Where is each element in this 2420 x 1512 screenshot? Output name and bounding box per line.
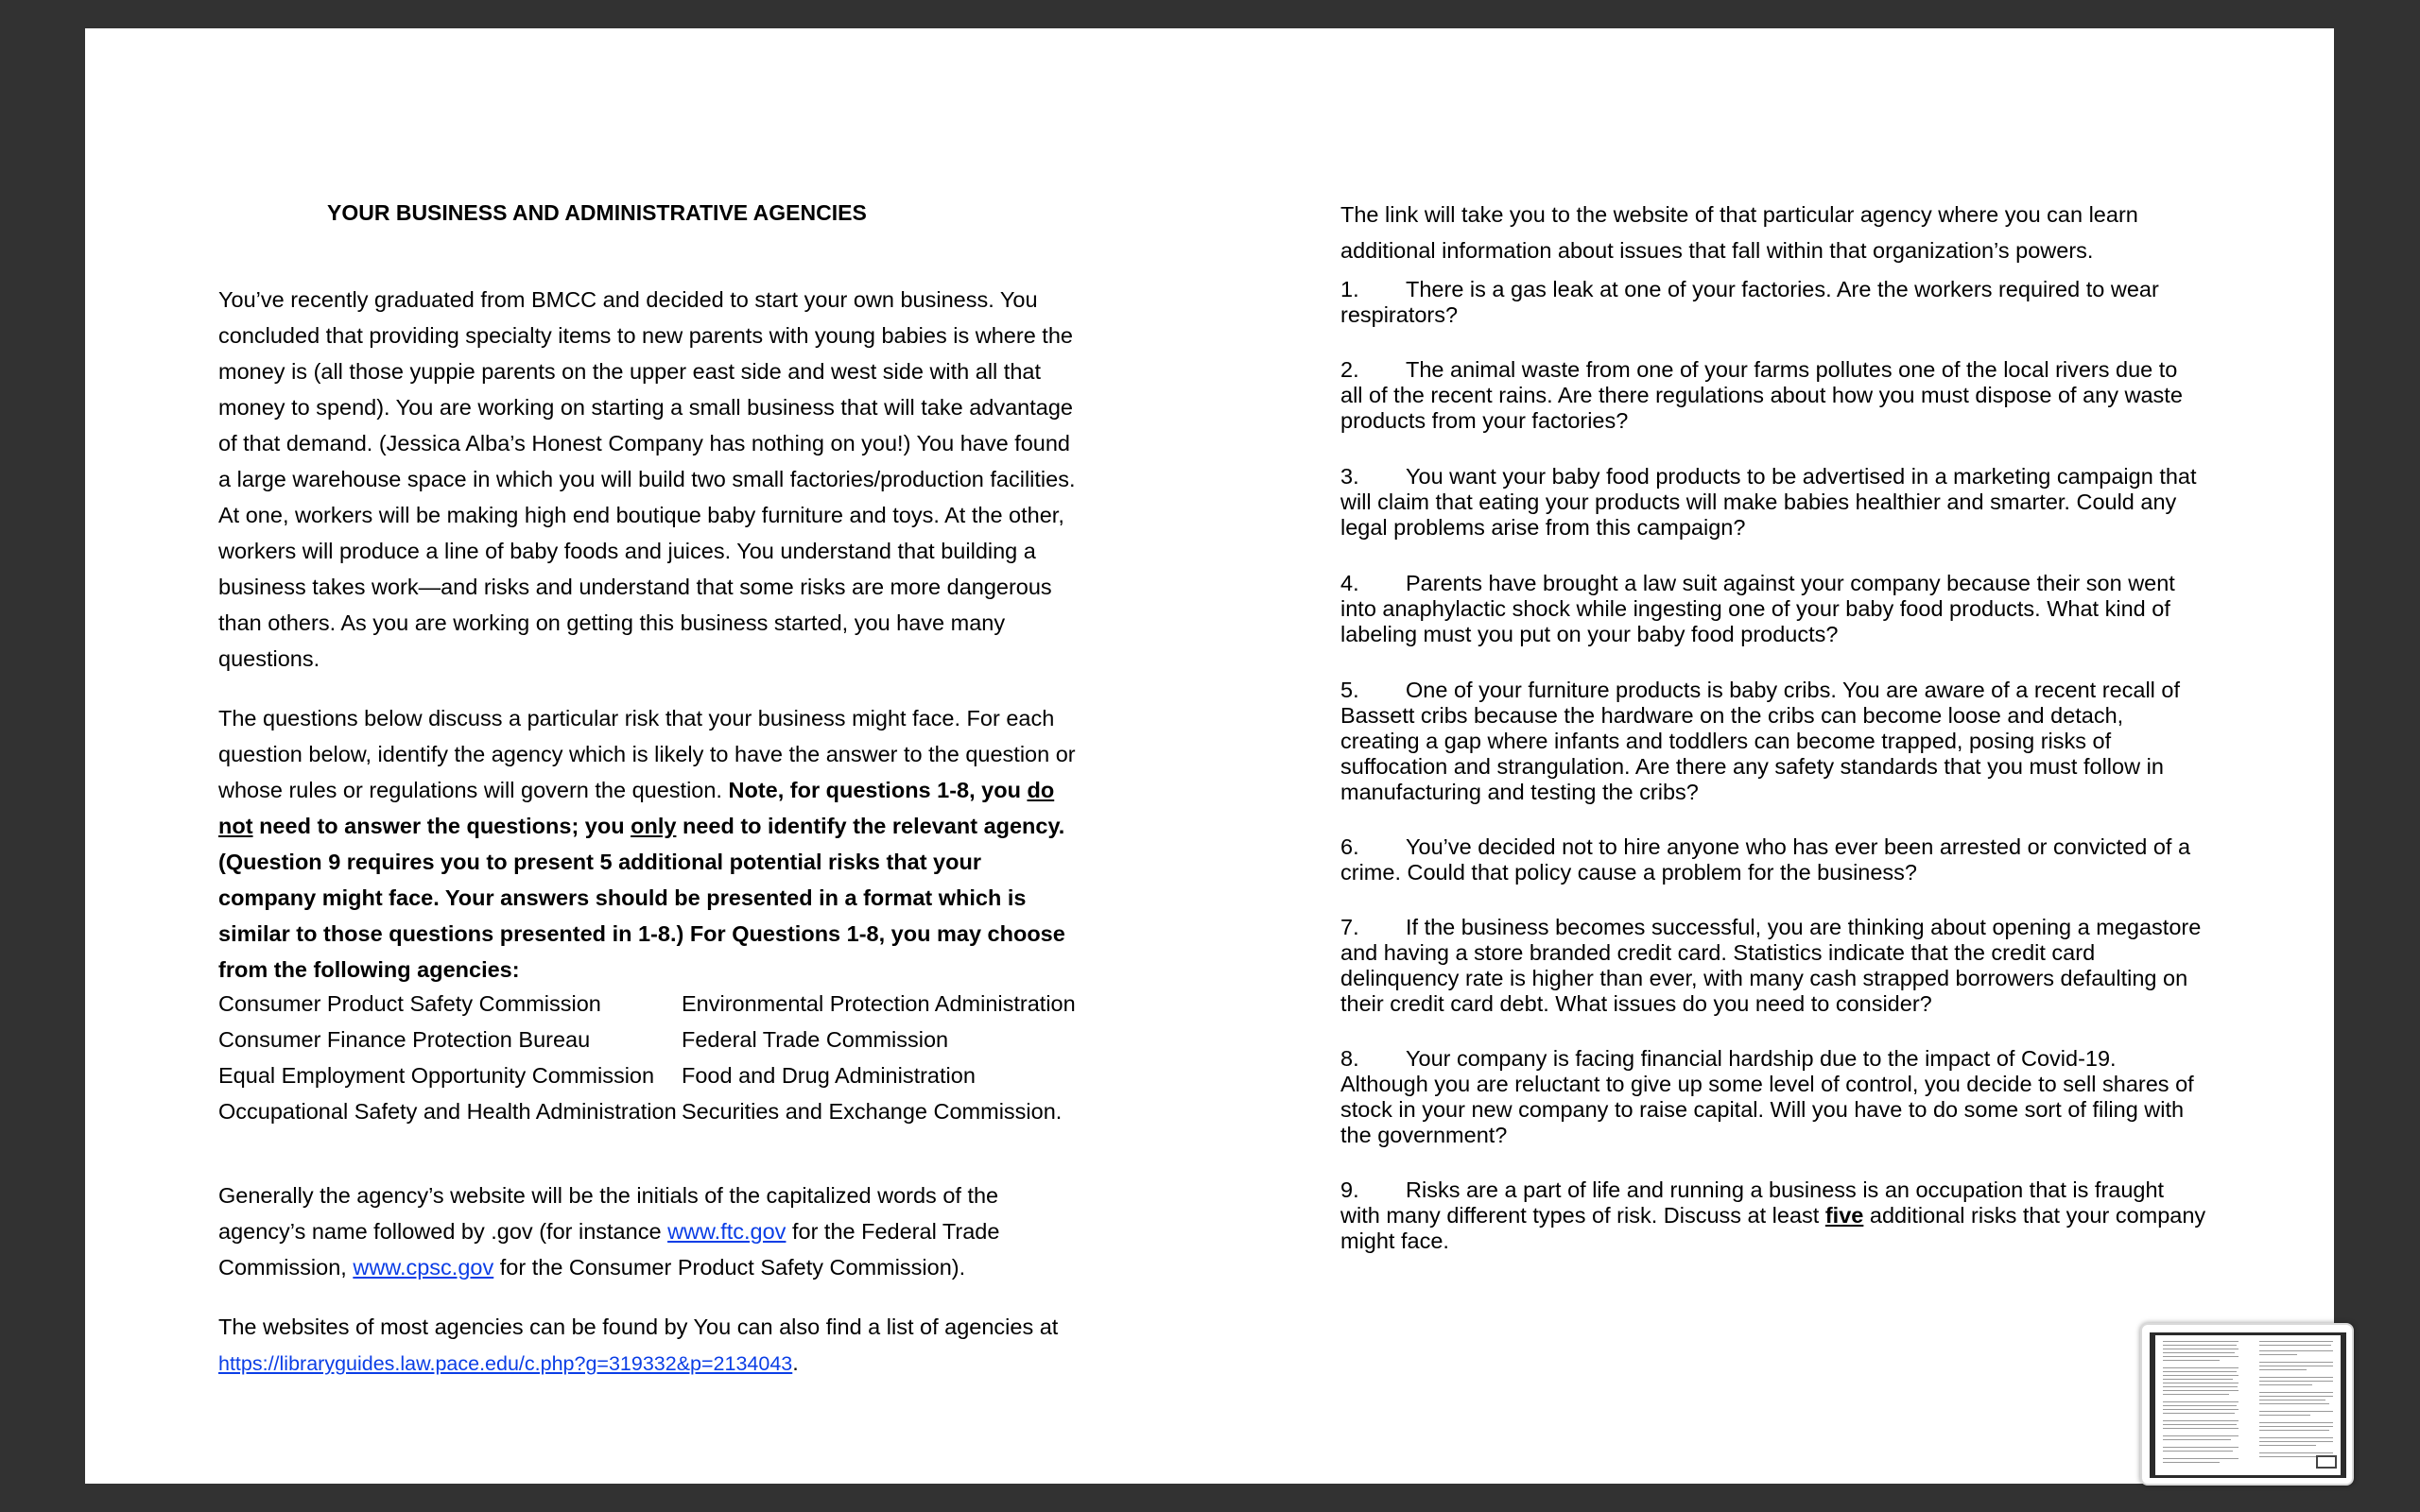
intro-line: workers will produce a line of baby foods and juices. You understand that building a <box>218 539 1036 563</box>
intro-line: questions. <box>218 646 320 671</box>
agency-name: Consumer Product Safety Commission <box>218 991 601 1016</box>
question-6: 6. You’ve decided not to hire anyone who has ever been arrested or convicted of a crime. Could that policy cause a problem for the business? <box>1340 834 2191 885</box>
instructions-line: not need to answer the questions; you only need to identify the relevant agency. <box>218 814 1065 838</box>
agency-row <box>218 1057 1126 1093</box>
agency-row <box>218 1022 1126 1057</box>
instructions-line: company might face. Your answers should be presented in a format which is <box>218 885 1027 910</box>
document-page <box>85 28 2334 1484</box>
question-5: 5. One of your furniture products is baby cribs. You are aware of a recent recall of Bassett cribs because the hardware on the cribs can become loose and detach, creating a gap where infants and toddlers can become trapped, posing risks of suffocation and strangulation. Are there any safety standards that you must follow in manufacturing and testing the cribs? <box>1340 678 2181 804</box>
agency-row <box>218 1093 1126 1129</box>
instructions-line: whose rules or regulations will govern the question. Note, for questions 1-8, you do <box>218 778 1055 802</box>
intro-line: money to spend). You are working on starting a small business that will take advantage <box>218 395 1073 420</box>
instructions-line: question below, identify the agency which is likely to have the answer to the question or <box>218 742 1076 766</box>
question-2: 2. The animal waste from one of your farms pollutes one of the local rivers due to all of the recent rains. Are there regulations about how you must dispose of any waste products from your factories? <box>1340 357 2183 433</box>
thumbnail-viewport <box>2150 1332 2346 1478</box>
instructions-line: from the following agencies: <box>218 957 520 982</box>
question-9: 9. Risks are a part of life and running a business is an occupation that is fraught with many different types of risk. Discuss at least five additional risks that your company might face. <box>1340 1177 2206 1253</box>
agency-name: Securities and Exchange Commission. <box>682 1099 1063 1124</box>
agency-name: Equal Employment Opportunity Commission <box>218 1063 655 1088</box>
right-intro-line: additional information about issues that fall within that organization’s powers. <box>1340 238 2094 263</box>
agency-list-note-line: The websites of most agencies can be found by You can also find a list of agencies at <box>218 1314 1059 1339</box>
document-title: YOUR BUSINESS AND ADMINISTRATIVE AGENCIES <box>327 200 867 225</box>
intro-line: You’ve recently graduated from BMCC and decided to start your own business. You <box>218 287 1038 312</box>
intro-line: At one, workers will be making high end boutique baby furniture and toys. At the other, <box>218 503 1064 527</box>
agency-name: Environmental Protection Administration <box>682 991 1076 1016</box>
question-7: 7. If the business becomes successful, you are thinking about opening a megastore and having a store branded credit card. Statistics indicate that the credit card delinquency rate is higher than ever, with many cash strapped borrowers defaulting on their credit card debt. What issues do you need to consider? <box>1340 915 2202 1016</box>
pace-library-link[interactable]: https://libraryguides.law.pace.edu/c.php?g=319332&p=2134043 <box>218 1352 793 1375</box>
instructions-line: (Question 9 requires you to present 5 additional potential risks that your <box>218 850 981 874</box>
question-1: 1. There is a gas leak at one of your factories. Are the workers required to wear respirators? <box>1340 277 2159 327</box>
cpsc-link[interactable]: www.cpsc.gov <box>353 1255 494 1280</box>
thumbnail-resize-handle[interactable] <box>2316 1455 2337 1469</box>
intro-paragraph <box>218 282 1088 677</box>
intro-line: concluded that providing specialty items to new parents with young babies is where the <box>218 323 1073 348</box>
agency-name: Federal Trade Commission <box>682 1027 949 1052</box>
question-3: 3. You want your baby food products to be advertised in a marketing campaign that will claim that eating your products will make babies healthier and smarter. Could any legal problems arise from this campaign? <box>1340 464 2197 540</box>
website-note-line: Commission, www.cpsc.gov for the Consumer Product Safety Commission). <box>218 1255 966 1280</box>
right-intro-paragraph <box>1340 197 2276 268</box>
agency-list-note-paragraph <box>218 1309 1088 1382</box>
ftc-link[interactable]: www.ftc.gov <box>667 1219 786 1244</box>
agency-row <box>218 986 1126 1022</box>
agency-list-note-line: https://libraryguides.law.pace.edu/c.php?g=319332&p=2134043. <box>218 1350 799 1375</box>
intro-line: a large warehouse space in which you will build two small factories/production facilities. <box>218 467 1076 491</box>
question-4: 4. Parents have brought a law suit against your company because their son went into anaphylactic shock while ingesting one of your baby food products. What kind of labeling must you put on your baby food products? <box>1340 571 2175 646</box>
question-8: 8. Your company is facing financial hardship due to the impact of Covid-19. Although you are reluctant to give up some level of control, you decide to sell shares of stock in your new company to raise capital. Will you have to do some sort of filing with the government? <box>1340 1046 2194 1147</box>
instructions-line: similar to those questions presented in 1-8.) For Questions 1-8, you may choose <box>218 921 1065 946</box>
intro-line: than others. As you are working on getting this business started, you have many <box>218 610 1006 635</box>
right-intro-line: The link will take you to the website of that particular agency where you can learn <box>1340 202 2138 227</box>
website-note-line: Generally the agency’s website will be the initials of the capitalized words of the <box>218 1183 999 1208</box>
website-note-paragraph <box>218 1177 1088 1285</box>
page-thumbnail-navigator[interactable] <box>2140 1323 2354 1486</box>
agency-name: Consumer Finance Protection Bureau <box>218 1027 591 1052</box>
agency-name: Occupational Safety and Health Administration <box>218 1099 677 1124</box>
thumbnail-page-preview <box>2155 1335 2341 1475</box>
intro-line: of that demand. (Jessica Alba’s Honest Company has nothing on you!) You have found <box>218 431 1070 455</box>
intro-line: business takes work—and risks and understand that some risks are more dangerous <box>218 575 1052 599</box>
intro-line: money is (all those yuppie parents on the upper east side and west side with all that <box>218 359 1042 384</box>
website-note-line: agency’s name followed by .gov (for instance www.ftc.gov for the Federal Trade <box>218 1219 1000 1244</box>
instructions-paragraph <box>218 700 1088 988</box>
agency-name: Food and Drug Administration <box>682 1063 976 1088</box>
agency-list <box>218 986 1126 1129</box>
instructions-line: The questions below discuss a particular risk that your business might face. For each <box>218 706 1055 730</box>
